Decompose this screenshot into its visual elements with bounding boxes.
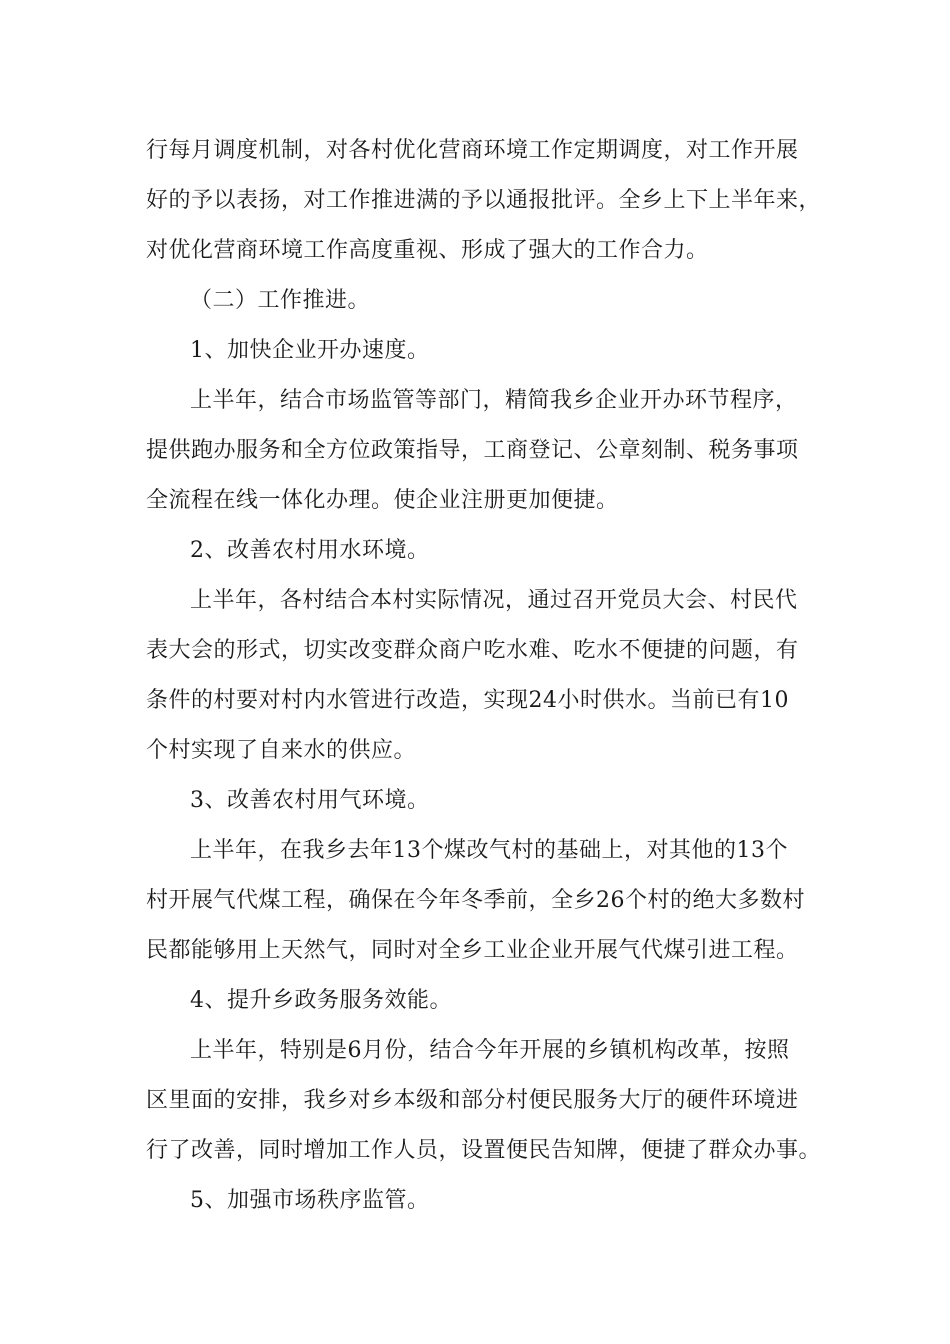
text-line: 对优化营商环境工作高度重视、形成了强大的工作合力。 — [146, 238, 709, 263]
text-line: 好的予以表扬，对工作推进满的予以通报批评。全乡上下上半年来， — [146, 188, 822, 213]
text-line: 村开展气代煤工程，确保在今年冬季前，全乡26个村的绝大多数村 — [146, 888, 805, 913]
text-line: 民都能够用上天然气，同时对全乡工业企业开展气代煤引进工程。 — [146, 938, 799, 963]
item-heading: 1、加快企业开办速度。 — [190, 338, 430, 363]
text-line: 全流程在线一体化办理。使企业注册更加便捷。 — [146, 488, 619, 513]
text-line: 行每月调度机制，对各村优化营商环境工作定期调度，对工作开展 — [146, 138, 799, 163]
item-heading: 4、提升乡政务服务效能。 — [190, 988, 452, 1013]
text-line: 表大会的形式，切实改变群众商户吃水难、吃水不便捷的问题，有 — [146, 638, 799, 663]
text-line: 上半年，结合市场监管等部门，精简我乡企业开办环节程序， — [190, 388, 798, 413]
text-line: 上半年，特别是6月份，结合今年开展的乡镇机构改革，按照 — [190, 1038, 790, 1063]
section-heading: （二）工作推进。 — [190, 288, 371, 313]
text-line: 条件的村要对村内水管进行改造，实现24小时供水。当前已有10 — [146, 688, 789, 713]
item-heading: 5、加强市场秩序监管。 — [190, 1188, 430, 1213]
text-line: 个村实现了自来水的供应。 — [146, 738, 417, 763]
item-heading: 2、改善农村用水环境。 — [190, 538, 430, 563]
text-line: 上半年，各村结合本村实际情况，通过召开党员大会、村民代 — [190, 588, 798, 613]
text-line: 区里面的安排，我乡对乡本级和部分村便民服务大厅的硬件环境进 — [146, 1088, 799, 1113]
item-heading: 3、改善农村用气环境。 — [190, 788, 430, 813]
text-line: 行了改善，同时增加工作人员，设置便民告知牌，便捷了群众办事。 — [146, 1138, 822, 1163]
text-line: 上半年，在我乡去年13个煤改气村的基础上，对其他的13个 — [190, 838, 788, 863]
text-line: 提供跑办服务和全方位政策指导，工商登记、公章刻制、税务事项 — [146, 438, 799, 463]
